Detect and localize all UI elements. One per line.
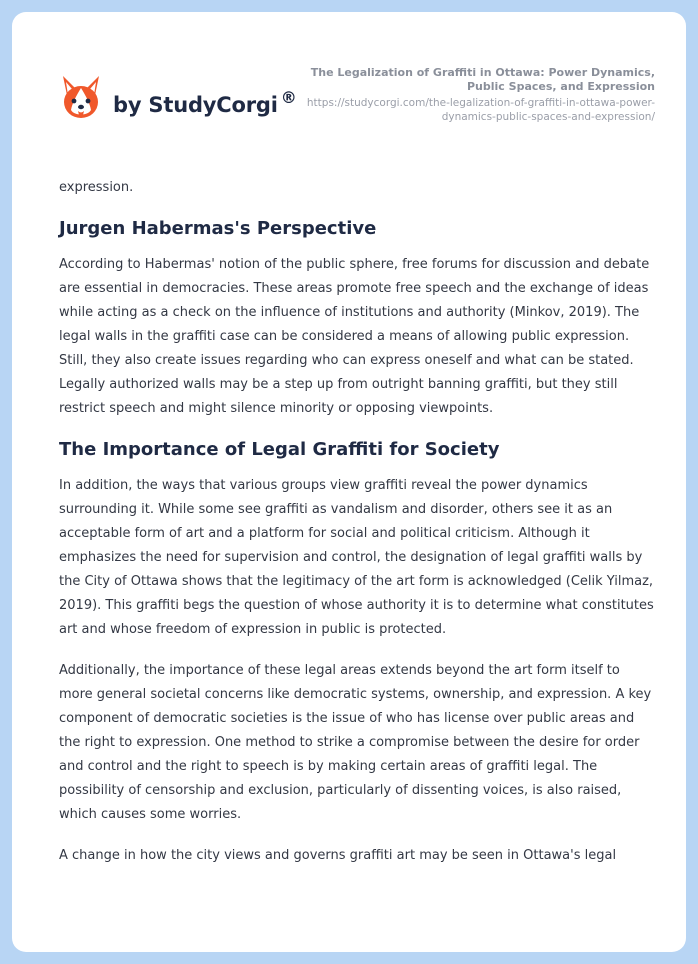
studycorgi-logo[interactable] (59, 74, 297, 122)
document-url[interactable]: https://studycorgi.com/the-legalization-of-graffiti-in-ottawa-power-dynamics-public-spaces-and-expression/ (306, 97, 655, 123)
document-title: The Legalization of Graffiti in Ottawa: Power Dynamics, Public Spaces, and Expression (310, 66, 655, 93)
brand-name: by StudyCorgi ® (113, 87, 297, 117)
paragraph: According to Habermas' notion of the public sphere, free forums for discussion and debate are essential in democracies. These areas promote free speech and the exchange of ideas while acting as a check on the influence of institutions and authority (Minkov, 2019). The legal walls in the graffiti case can be considered a means of allowing public expression. Still, they also create issues regarding who can express oneself and what can be stated. Legally authorized walls may be a step up from outright banning graffiti, but they still restrict speech and might silence minority or opposing viewpoints. (59, 257, 650, 416)
corgi-icon (59, 74, 103, 122)
paragraph: In addition, the ways that various groups view graffiti reveal the power dynamics surrounding it. While some see graffiti as vandalism and disorder, others see it as an acceptable form of art and a platform for social and political criticism. Although it emphasizes the need for supervision and control, the designation of legal graffiti walls by the City of Ottawa shows that the legitimacy of the art form is acknowledged (Celik Yilmaz, 2019). This graffiti begs the question of whose authority it is to determine what constitutes art and whose freedom of expression in public is protected. (59, 478, 654, 637)
lead-text: expression. (59, 180, 134, 195)
page-card (12, 12, 686, 952)
paragraph: Additionally, the importance of these legal areas extends beyond the art form itself to more general societal concerns like democratic systems, ownership, and expression. A key component of democratic societies is the issue of who has license over public areas and the right to expression. One method to strike a compromise between the desire for order and control and the right to speech is by making certain areas of graffiti legal. The possibility of censorship and exclusion, particularly of dissenting voices, is also raised, which causes some worries. (59, 663, 652, 822)
section-heading-importance: The Importance of Legal Graffiti for Society (59, 439, 500, 460)
section-heading-habermas: Jurgen Habermas's Perspective (59, 218, 377, 239)
article-content (59, 176, 655, 868)
document-info (305, 66, 655, 124)
paragraph: A change in how the city views and governs graffiti art may be seen in Ottawa's legal (59, 848, 617, 863)
registered-mark: ® (280, 87, 297, 107)
